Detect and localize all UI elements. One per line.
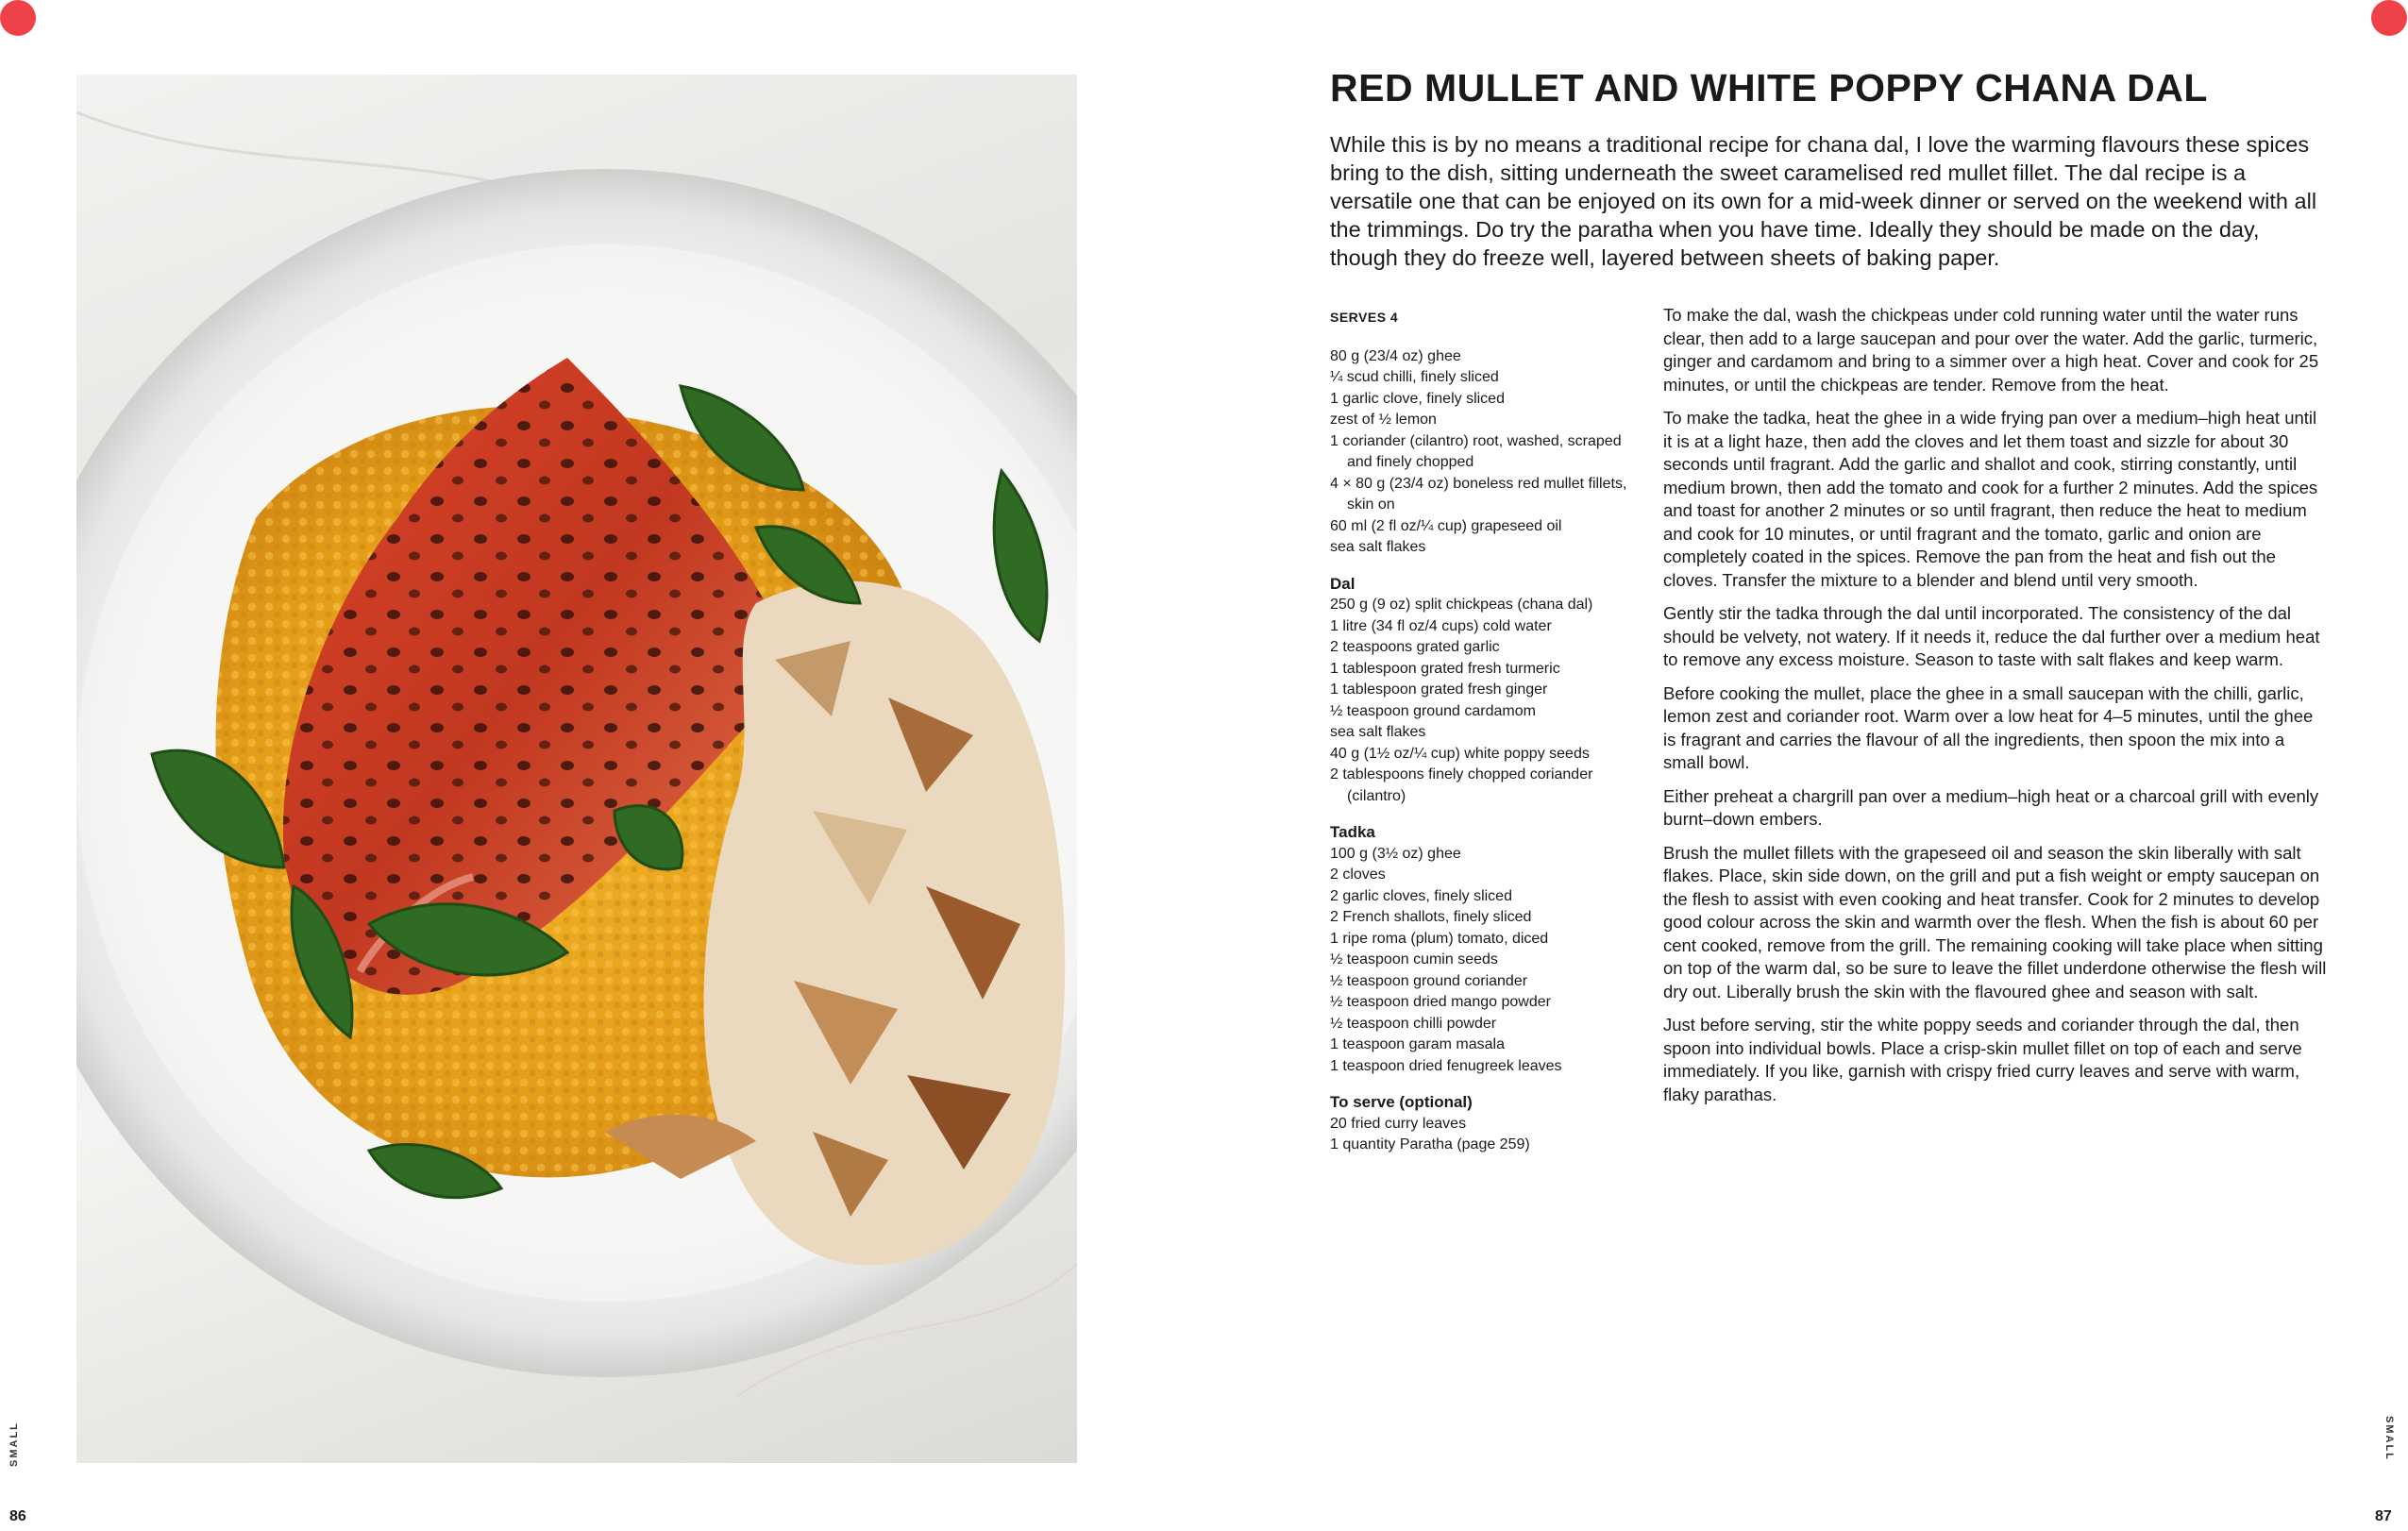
- ingredients-main-list: [1330, 346, 1642, 559]
- ingredient-item: 40 g (1½ oz/¼ cup) white poppy seeds: [1330, 745, 1590, 762]
- ingredient-item: ½ teaspoon ground coriander: [1330, 972, 1528, 989]
- tadka-heading: Tadka: [1330, 823, 1375, 841]
- ingredient-item: 60 ml (2 fl oz/¼ cup) grapeseed oil: [1330, 517, 1562, 534]
- ingredients-tadka-list: [1330, 844, 1642, 1078]
- method-step: Just before serving, stir the white poppy seeds and coriander through the dal, then spoon into individual bowls. Place a crisp-skin mullet fillet on top of each and serve immediately. If you like, garnish with crispy fried curry leaves and serve with warm, flaky parathas.: [1663, 1015, 2302, 1104]
- dish-photo: [76, 75, 1077, 1463]
- ingredients-column: [1330, 307, 1642, 1156]
- ingredient-item: ½ teaspoon ground cardamom: [1330, 702, 1536, 719]
- ingredients-dal-list: [1330, 595, 1642, 807]
- ingredient-item: 100 g (3½ oz) ghee: [1330, 845, 1461, 862]
- ingredient-item: 20 fried curry leaves: [1330, 1115, 1467, 1132]
- ingredient-item: 1 litre (34 fl oz/4 cups) cold water: [1330, 617, 1552, 634]
- ingredient-item: 4 × 80 g (23/4 oz) boneless red mullet fillets, skin on: [1330, 475, 1627, 513]
- ingredient-item: ½ teaspoon cumin seeds: [1330, 951, 1498, 967]
- serves-label: SERVES 4: [1330, 310, 1399, 325]
- recipe-title: RED MULLET AND WHITE POPPY CHANA DAL: [1330, 66, 2208, 109]
- corner-marker-right: [2371, 0, 2407, 36]
- recipe-intro: While this is by no means a traditional recipe for chana dal, I love the warming flavours these spices bring to the dish, sitting underneath the sweet caramelised red mullet fillet. The dal recipe is a versatile one that can be enjoyed on its own for a mid-week dinner or served on the weekend with all the trimmings. Do try the paratha when you have time. Ideally they should be made on the day, though they do freeze well, layered between sheets of baking paper.: [1330, 132, 2317, 270]
- ingredient-item: zest of ½ lemon: [1330, 412, 1437, 428]
- serve-heading: To serve (optional): [1330, 1093, 1473, 1111]
- ingredient-item: 80 g (23/4 oz) ghee: [1330, 347, 1461, 364]
- corner-marker-left: [0, 0, 36, 36]
- ingredient-item: 1 garlic clove, finely sliced: [1330, 390, 1505, 407]
- ingredients-serve-list: [1330, 1114, 1642, 1156]
- ingredient-item: 1 tablespoon grated fresh turmeric: [1330, 660, 1560, 677]
- page-number-left: 86: [9, 1508, 26, 1524]
- method-step: Brush the mullet fillets with the grapeseed oil and season the skin liberally with salt flakes. Place, skin side down, on the grill and put a fish weight or empty saucepan on the flesh to assist with even cooking and heat transfer. Cook for 2 minutes to develop good colour across the skin and warmth over the flesh. When the fish is about 60 per cent cooked, remove from the grill. The remaining cooking will take place when sitting on top of the warm dal, so be sure to leave the fillet underdone otherwise the flesh will dry out. Liberally brush the skin with the flavoured ghee and season with salt.: [1663, 842, 2327, 1001]
- ingredient-item: sea salt flakes: [1330, 724, 1426, 740]
- ingredient-item: 1 quantity Paratha (page 259): [1330, 1136, 1530, 1152]
- page-number-right: 87: [2375, 1508, 2392, 1524]
- ingredient-item: 2 cloves: [1330, 866, 1386, 883]
- ingredient-item: 1 ripe roma (plum) tomato, diced: [1330, 930, 1549, 947]
- section-label-left: SMALL: [8, 1422, 20, 1467]
- ingredient-item: 250 g (9 oz) split chickpeas (chana dal): [1330, 597, 1593, 613]
- ingredient-item: ½ teaspoon dried mango powder: [1330, 994, 1551, 1010]
- method-step: To make the dal, wash the chickpeas under cold running water until the water runs clear, then add to a large saucepan and pour over the water. Add the garlic, turmeric, ginger and cardamom and bring to a simmer over a high heat. Cover and cook for 25 minutes, or until the chickpeas are tender. Remove from the heat.: [1663, 305, 2319, 395]
- ingredient-item: 2 garlic cloves, finely sliced: [1330, 887, 1512, 904]
- method-step: Either preheat a chargrill pan over a medium–high heat or a charcoal grill with evenly burnt–down embers.: [1663, 785, 2319, 829]
- dal-heading: Dal: [1330, 574, 1356, 593]
- ingredient-item: sea salt flakes: [1330, 539, 1426, 555]
- section-label-right: SMALL: [2383, 1416, 2395, 1461]
- ingredient-item: ½ teaspoon chilli powder: [1330, 1015, 1497, 1032]
- ingredient-item: 1 teaspoon garam masala: [1330, 1036, 1505, 1052]
- ingredient-item: 2 French shallots, finely sliced: [1330, 909, 1532, 925]
- ingredient-item: 1 coriander (cilantro) root, washed, scraped and finely chopped: [1330, 432, 1622, 470]
- method-step: Gently stir the tadka through the dal until incorporated. The consistency of the dal should be velvety, not watery. If it needs it, reduce the dal further over a medium heat to remove any excess moisture. Season to taste with salt flakes and keep warm.: [1663, 603, 2320, 669]
- ingredient-item: 2 tablespoons finely chopped coriander (cilantro): [1330, 766, 1593, 804]
- ingredient-item: ¼ scud chilli, finely sliced: [1330, 369, 1499, 385]
- ingredient-item: 1 teaspoon dried fenugreek leaves: [1330, 1057, 1562, 1074]
- ingredient-item: 2 teaspoons grated garlic: [1330, 639, 1500, 655]
- ingredient-item: 1 tablespoon grated fresh ginger: [1330, 681, 1548, 698]
- method-step: To make the tadka, heat the ghee in a wide frying pan over a medium–high heat until it is at a light haze, then add the cloves and let them toast and sizzle for about 30 seconds until fragrant. Add the garlic and shallot and cook, stirring constantly, until medium brown, then add the tomato and cook for a further 2 minutes. Add the spices and toast for another 2 minutes or so until fragrant, then reduce the heat to medium and cook for 10 minutes, or until fragrant and the tomato, garlic and onion are completely coated in the spices. Remove the pan from the heat and fish out the cloves. Transfer the mixture to a blender and blend until very smooth.: [1663, 408, 2318, 590]
- method-step: Before cooking the mullet, place the ghee in a small saucepan with the chilli, garlic, lemon zest and coriander root. Warm over a low heat for 4–5 minutes, until the ghee is fragrant and carries the flavour of all the ingredients, then spoon the mix into a small bowl.: [1663, 682, 2314, 772]
- method-column: [1663, 304, 2330, 1117]
